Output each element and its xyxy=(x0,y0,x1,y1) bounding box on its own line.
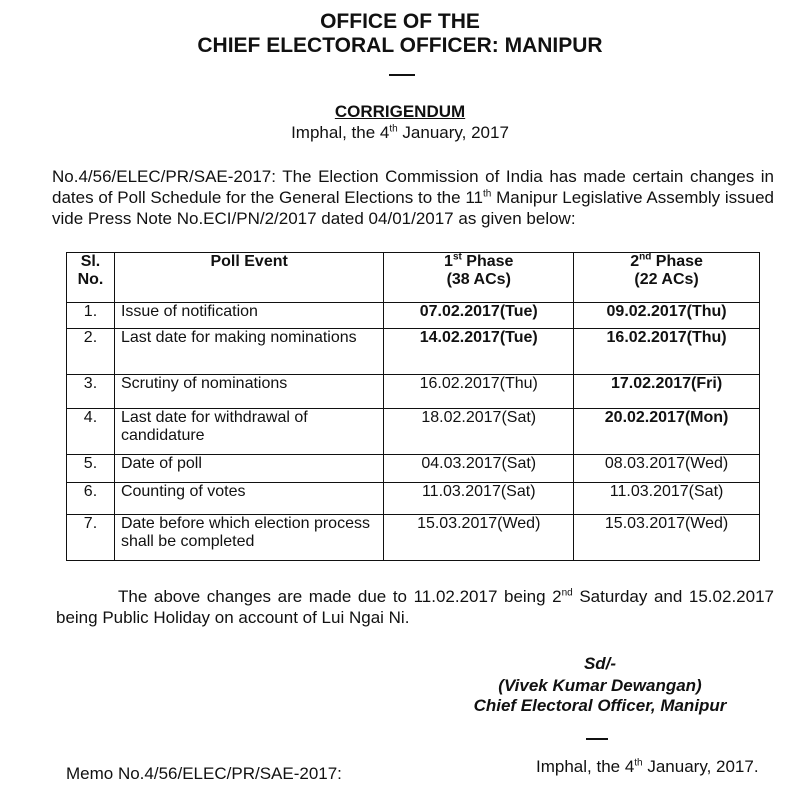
office-title-line2: CHIEF ELECTORAL OFFICER: MANIPUR xyxy=(197,34,603,57)
phase1-date: 16.02.2017(Thu) xyxy=(384,375,574,409)
table-row xyxy=(67,409,760,455)
table-header-row xyxy=(67,253,760,303)
phase2-date: 15.03.2017(Wed) xyxy=(574,515,760,561)
table-row xyxy=(67,375,760,409)
phase2-date: 17.02.2017(Fri) xyxy=(574,375,760,409)
phase1-date: 04.03.2017(Sat) xyxy=(384,455,574,483)
memo-date: Imphal, the 4th January, 2017. xyxy=(536,757,759,776)
phase2-date: 16.02.2017(Thu) xyxy=(574,329,760,375)
row-number: 4. xyxy=(67,409,115,455)
poll-event: Last date for withdrawal of candidature xyxy=(114,409,383,455)
header-phase2: 2nd Phase (22 ACs) xyxy=(574,253,760,303)
phase2-date: 08.03.2017(Wed) xyxy=(574,455,760,483)
header-phase1: 1st Phase (38 ACs) xyxy=(384,253,574,303)
phase1-date: 14.02.2017(Tue) xyxy=(384,329,574,375)
dateline: Imphal, the 4th January, 2017 xyxy=(291,123,509,142)
header-sl-no: Sl. No. xyxy=(67,253,115,303)
poll-event: Date of poll xyxy=(114,455,383,483)
row-number: 3. xyxy=(67,375,115,409)
poll-event: Date before which election process shall be completed xyxy=(114,515,383,561)
table-row xyxy=(67,483,760,515)
row-number: 2. xyxy=(67,329,115,375)
memo-reference: Memo No.4/56/ELEC/PR/SAE-2017: xyxy=(66,764,342,783)
table-row xyxy=(67,455,760,483)
phase1-date: 11.03.2017(Sat) xyxy=(384,483,574,515)
phase1-date: 07.02.2017(Tue) xyxy=(384,303,574,329)
row-number: 7. xyxy=(67,515,115,561)
poll-schedule-table xyxy=(66,252,760,561)
office-title-line1: OFFICE OF THE xyxy=(320,10,480,33)
signatory-designation: Chief Electoral Officer, Manipur xyxy=(473,696,727,715)
row-number: 6. xyxy=(67,483,115,515)
corrigendum-heading: CORRIGENDUM xyxy=(334,102,466,121)
poll-event: Counting of votes xyxy=(114,483,383,515)
poll-event: Issue of notification xyxy=(114,303,383,329)
phase2-date: 11.03.2017(Sat) xyxy=(574,483,760,515)
signatory-name: (Vivek Kumar Dewangan) xyxy=(498,676,702,695)
phase1-date: 18.02.2017(Sat) xyxy=(384,409,574,455)
table-row xyxy=(67,329,760,375)
phase2-date: 09.02.2017(Thu) xyxy=(574,303,760,329)
row-number: 1. xyxy=(67,303,115,329)
signature-divider xyxy=(586,738,608,740)
table-row xyxy=(67,515,760,561)
phase1-date: 15.03.2017(Wed) xyxy=(384,515,574,561)
closing-paragraph: The above changes are made due to 11.02.2017 being 2nd Saturday and 15.02.2017 being Public Holiday on account of Lui Ngai Ni. xyxy=(56,587,774,627)
signature-sd: Sd/- xyxy=(583,654,617,673)
table-row xyxy=(67,303,760,329)
header-divider xyxy=(389,74,415,76)
poll-event: Last date for making nominations xyxy=(114,329,383,375)
header-poll-event: Poll Event xyxy=(114,253,383,303)
poll-event: Scrutiny of nominations xyxy=(114,375,383,409)
phase2-date: 20.02.2017(Mon) xyxy=(574,409,760,455)
reference-number: No.4/56/ELEC/PR/SAE-2017: xyxy=(52,167,276,186)
intro-paragraph: No.4/56/ELEC/PR/SAE-2017: The Election Commission of India has made certain changes in dates of Poll Schedule for the General Elections to the 11th Manipur Legislative Assembly issued vide Press Note No.ECI/PN/2/2017 dated 04/01/2017 as given below: xyxy=(52,167,774,228)
row-number: 5. xyxy=(67,455,115,483)
